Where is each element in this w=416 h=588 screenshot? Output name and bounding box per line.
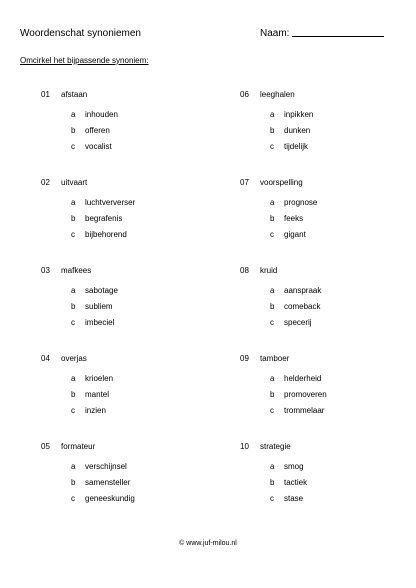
question-number: 08 [240, 266, 249, 275]
question-07 [240, 178, 410, 239]
option-text: aanspraak [284, 286, 322, 295]
question-word: afstaan [61, 90, 88, 99]
question-number: 07 [240, 178, 249, 187]
option-text: helderheid [284, 374, 322, 383]
option-text: feeks [284, 214, 304, 223]
option-letter: a [71, 110, 76, 119]
question-number: 04 [41, 354, 50, 363]
option-text: samensteller [85, 478, 131, 487]
option-letter: c [71, 494, 75, 503]
question-header [240, 354, 410, 366]
option-text: dunken [284, 126, 311, 135]
option-text: verschijnsel [85, 462, 127, 471]
option-letter: a [71, 462, 76, 471]
question-10 [240, 442, 410, 503]
question-word: uitvaart [61, 178, 88, 187]
footer: © www.juf-milou.nl [179, 540, 237, 547]
question-05 [41, 442, 211, 503]
question-header [240, 178, 410, 190]
option-text: comeback [284, 302, 321, 311]
option-letter: b [270, 478, 275, 487]
option-text: begrafenis [85, 214, 123, 223]
option-letter: a [71, 198, 76, 207]
question-09 [240, 354, 410, 415]
question-header [240, 90, 410, 102]
option-letter: c [71, 142, 75, 151]
option-text: krioelen [85, 374, 114, 383]
option-text: trommelaar [284, 406, 325, 415]
question-header [41, 266, 211, 278]
option-letter: b [71, 478, 76, 487]
option-letter: c [270, 318, 274, 327]
option-text: offeren [85, 126, 110, 135]
question-word: kruid [260, 266, 278, 275]
option-text: luchtververser [85, 198, 136, 207]
option-letter: c [270, 230, 274, 239]
option-text: tactiek [284, 478, 308, 487]
question-number: 06 [240, 90, 249, 99]
option-text: sabotage [85, 286, 118, 295]
question-header [41, 178, 211, 190]
option-text: mantel [85, 390, 110, 399]
option-letter: c [270, 494, 274, 503]
option-letter: a [270, 286, 275, 295]
question-number: 03 [41, 266, 50, 275]
option-text: vocalist [85, 142, 112, 151]
option-letter: a [270, 374, 275, 383]
option-letter: c [270, 142, 274, 151]
question-word: voorspelling [260, 178, 303, 187]
option-text: inpikken [284, 110, 314, 119]
option-letter: c [270, 406, 274, 415]
option-letter: b [270, 390, 275, 399]
option-letter: c [71, 230, 75, 239]
question-number: 09 [240, 354, 249, 363]
option-letter: a [71, 374, 76, 383]
option-text: subliem [85, 302, 113, 311]
option-text: prognose [284, 198, 318, 207]
option-letter: a [270, 462, 275, 471]
question-word: leeghalen [260, 90, 295, 99]
option-text: bijbehorend [85, 230, 127, 239]
option-text: smog [284, 462, 304, 471]
question-word: overjas [61, 354, 87, 363]
question-01 [41, 90, 211, 151]
question-header [240, 266, 410, 278]
question-word: tamboer [260, 354, 290, 363]
name-blank-line [292, 35, 384, 37]
option-letter: c [71, 318, 75, 327]
option-text: inhouden [85, 110, 118, 119]
option-letter: b [71, 214, 76, 223]
option-letter: c [71, 406, 75, 415]
question-header [41, 442, 211, 454]
question-word: strategie [260, 442, 291, 451]
option-letter: a [270, 110, 275, 119]
option-text: imbeciel [85, 318, 115, 327]
option-letter: b [71, 126, 76, 135]
question-08 [240, 266, 410, 327]
question-number: 01 [41, 90, 50, 99]
question-header [41, 90, 211, 102]
option-letter: a [71, 286, 76, 295]
option-text: specerij [284, 318, 312, 327]
name-label: Naam: [260, 28, 290, 39]
question-number: 02 [41, 178, 50, 187]
option-text: inzien [85, 406, 106, 415]
question-06 [240, 90, 410, 151]
question-word: formateur [61, 442, 96, 451]
instruction: Omcirkel het bijpassende synoniem: [20, 56, 149, 65]
option-letter: b [270, 214, 275, 223]
option-text: tijdelijk [284, 142, 309, 151]
option-letter: a [270, 198, 275, 207]
option-letter: b [71, 390, 76, 399]
option-text: stase [284, 494, 304, 503]
option-letter: b [270, 126, 275, 135]
question-number: 05 [41, 442, 50, 451]
option-letter: b [71, 302, 76, 311]
question-03 [41, 266, 211, 327]
question-header [41, 354, 211, 366]
question-word: mafkees [61, 266, 92, 275]
option-text: promoveren [284, 390, 327, 399]
question-number: 10 [240, 442, 249, 451]
page-title: Woordenschat synoniemen [20, 28, 141, 39]
question-header [240, 442, 410, 454]
name-field [260, 28, 384, 39]
option-letter: b [270, 302, 275, 311]
option-text: geneeskundig [85, 494, 135, 503]
option-text: gigant [284, 230, 306, 239]
question-04 [41, 354, 211, 415]
question-02 [41, 178, 211, 239]
